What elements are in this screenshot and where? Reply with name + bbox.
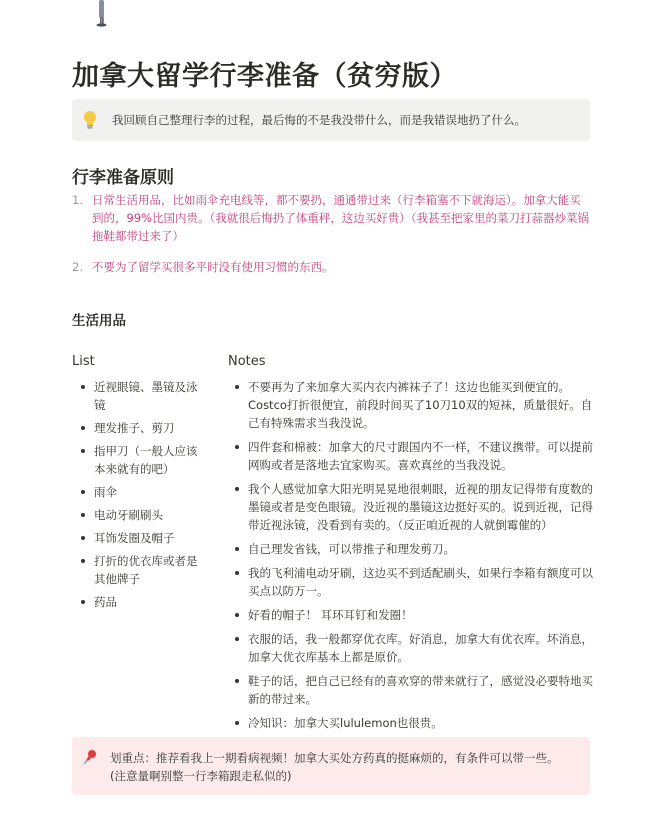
list-item: 耳饰发圈及帽子 xyxy=(74,529,204,547)
list-item: 指甲刀（一般人应该本来就有的吧） xyxy=(74,442,204,478)
note-item: 鞋子的话，把自己已经有的喜欢穿的带来就行了，感觉没必要特地买新的带过来。 xyxy=(228,672,600,708)
list-item: 打折的优衣库或者是其他牌子 xyxy=(74,552,204,588)
person-figure-icon xyxy=(88,0,114,30)
note-item: 自己理发省钱，可以带推子和理发剪刀。 xyxy=(228,540,600,558)
list-item: 电动牙刷刷头 xyxy=(74,506,204,524)
pushpin-icon xyxy=(82,749,98,765)
list-item xyxy=(72,258,592,276)
list-number: 1. xyxy=(72,193,83,207)
warning-callout-line: 划重点：推荐看我上一期看病视频！加拿大买处方药真的挺麻烦的，有条件可以带一些。 xyxy=(110,751,559,765)
note-item: 四件套和棉被：加拿大的尺寸跟国内不一样，不建议携带。可以提前网购或者是落地去宜家购买。喜欢真丝的当我没说。 xyxy=(228,438,600,474)
list-number: 2. xyxy=(72,260,83,274)
list-column-header: List xyxy=(72,354,95,369)
note-item: 冷知识：加拿大买lululemon也很贵。 xyxy=(228,714,600,732)
lightbulb-icon xyxy=(82,110,98,130)
note-item: 衣服的话，我一般都穿优衣库。好消息，加拿大有优衣库。坏消息，加拿大优衣库基本上都是原价。 xyxy=(228,630,600,666)
warning-callout-note: (注意量啊别整一行李箱跟走私似的) xyxy=(110,769,292,783)
notes-list xyxy=(228,378,600,738)
warning-callout xyxy=(72,737,590,795)
list-item xyxy=(72,191,592,245)
intro-callout-text: 我回顾自己整理行李的过程，最后悔的不是我没带什么，而是我错误地扔了什么。 xyxy=(112,113,526,127)
principle-text: 日常生活用品，比如雨伞充电线等，都不要扔，通通带过来（行李箱塞不下就海运）。加拿大能买到的，99%比国内贵。（我就很后悔扔了体重秤，这边买好贵）（我甚至把家里的菜刀打蒜器炒菜锅拖鞋都带过来了） xyxy=(92,193,590,243)
notes-column-header: Notes xyxy=(228,354,266,369)
items-list xyxy=(74,378,204,616)
list-item: 雨伞 xyxy=(74,483,204,501)
list-item: 药品 xyxy=(74,593,204,611)
note-item: 好看的帽子！ 耳环耳钉和发圈！ xyxy=(228,606,600,624)
note-item: 我个人感觉加拿大阳光明晃晃地很刺眼，近视的朋友记得带有度数的墨镜或者是变色眼镜。没近视的墨镜这边挺好买的。说到近视，记得带近视泳镜，没看到有卖的。（反正咱近视的人就倒霉催的） xyxy=(228,480,600,534)
page-title: 加拿大留学行李准备（贫穷版） xyxy=(72,61,457,92)
note-item: 不要再为了来加拿大买内衣内裤袜子了！这边也能买到便宜的。Costco打折很便宜，前段时间买了10刀10双的短袜，质量很好。自己有特殊需求当我没说。 xyxy=(228,378,600,432)
list-item: 理发推子、剪刀 xyxy=(74,419,204,437)
principles-heading: 行李准备原则 xyxy=(72,168,174,188)
daily-items-heading: 生活用品 xyxy=(72,313,126,329)
principles-list xyxy=(72,191,592,289)
intro-callout xyxy=(72,99,590,141)
list-item: 近视眼镜、墨镜及泳镜 xyxy=(74,378,204,414)
note-item: 我的飞利浦电动牙刷，这边买不到适配刷头，如果行李箱有额度可以买点以防万一。 xyxy=(228,564,600,600)
principle-text: 不要为了留学买很多平时没有使用习惯的东西。 xyxy=(92,260,334,274)
